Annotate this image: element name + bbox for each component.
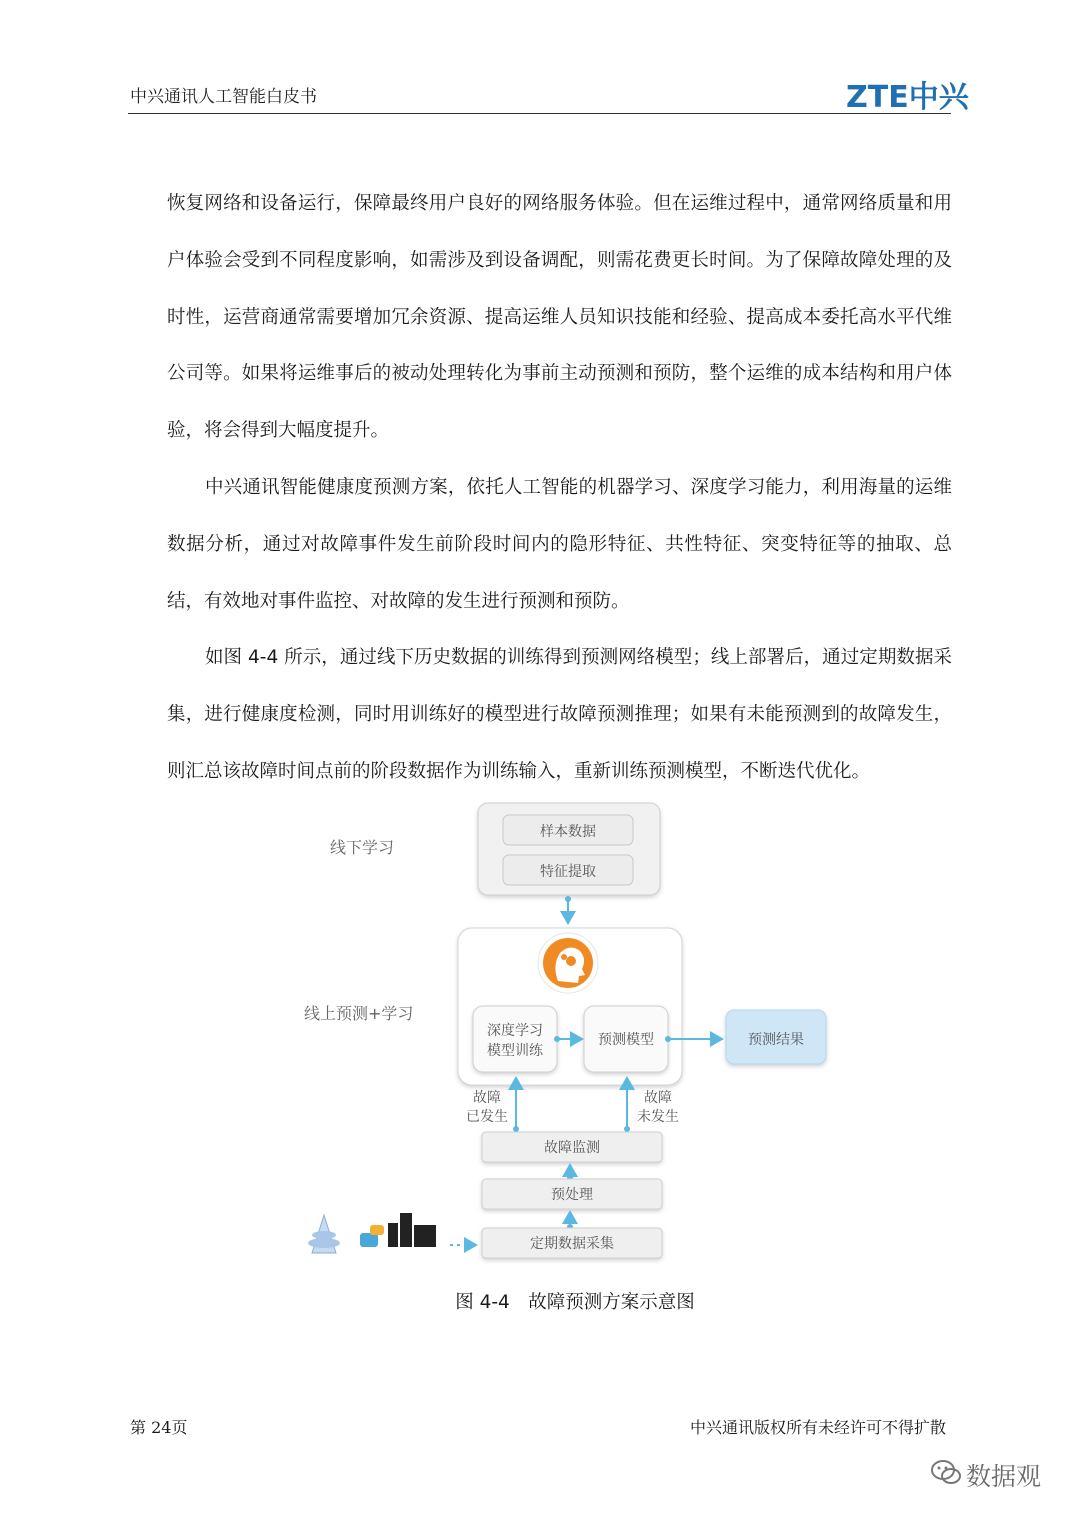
wechat-icon <box>930 1458 962 1488</box>
feature-extract-label: 特征提取 <box>540 864 596 880</box>
figure-caption: 图 4-4 故障预测方案示意图 <box>455 1292 695 1313</box>
header-divider <box>128 113 951 114</box>
predict-model-label: 预测模型 <box>598 1032 654 1048</box>
zte-logo: ZTE中兴 <box>846 80 969 115</box>
offline-learning-label: 线下学习 <box>330 838 395 857</box>
paragraph-3: 如图 4-4 所示，通过线下历史数据的训练得到预测网络模型；线上部署后，通过定期数据采集，进行健康度检测，同时用训练好的模型进行故障预测推理；如果有未能预测到的故障发生，则汇总该故障时间点前的阶段数据作为训练输入，重新训练预测模型，不断迭代优化。 <box>167 647 952 782</box>
header-title: 中兴通讯人工智能白皮书 <box>130 87 317 107</box>
predict-result-label: 预测结果 <box>748 1032 804 1048</box>
paragraph-1: 恢复网络和设备运行，保障最终用户良好的网络服务体验。但在运维过程中，通常网络质量和用户体验会受到不同程度影响，如需涉及到设备调配，则需花费更长时间。为了保障故障处理的及时性，运营商通常需要增加冗余资源、提高运维人员知识技能和经验、提高成本委托高水平代维公司等。如果将运维事后的被动处理转化为事前主动预测和预防，整个运维的成本结构和用户体验，将会得到大幅度提升。 <box>167 193 952 442</box>
dl-training-label-2: 模型训练 <box>487 1043 543 1059</box>
fault-not-label-1: 故障 <box>644 1090 672 1106</box>
network-devices-icon <box>308 1213 436 1253</box>
preprocess-label: 预处理 <box>551 1187 593 1203</box>
fault-prediction-diagram <box>290 795 850 1275</box>
body-text <box>167 176 952 801</box>
watermark-text: 数据观 <box>966 1462 1042 1491</box>
fault-occurred-label-1: 故障 <box>473 1090 501 1106</box>
fault-monitor-label: 故障监测 <box>544 1140 600 1156</box>
sample-data-label: 样本数据 <box>540 824 596 840</box>
copyright-notice: 中兴通讯版权所有未经许可不得扩散 <box>690 1418 947 1437</box>
page-number: 第 24页 <box>130 1418 188 1437</box>
fault-not-label-2: 未发生 <box>637 1109 679 1125</box>
fault-occurred-label-2: 已发生 <box>466 1109 508 1125</box>
dl-training-label-1: 深度学习 <box>487 1023 543 1039</box>
paragraph-2: 中兴通讯智能健康度预测方案，依托人工智能的机器学习、深度学习能力，利用海量的运维数据分析，通过对故障事件发生前阶段时间内的隐形特征、共性特征、突变特征等的抽取、总结，有效地对事件监控、对故障的发生进行预测和预防。 <box>167 476 952 612</box>
dl-training-box <box>473 1006 557 1072</box>
online-learning-label: 线上预测+学习 <box>304 1004 414 1023</box>
periodic-collection-label: 定期数据采集 <box>530 1236 614 1252</box>
brain-head-icon <box>538 933 598 993</box>
